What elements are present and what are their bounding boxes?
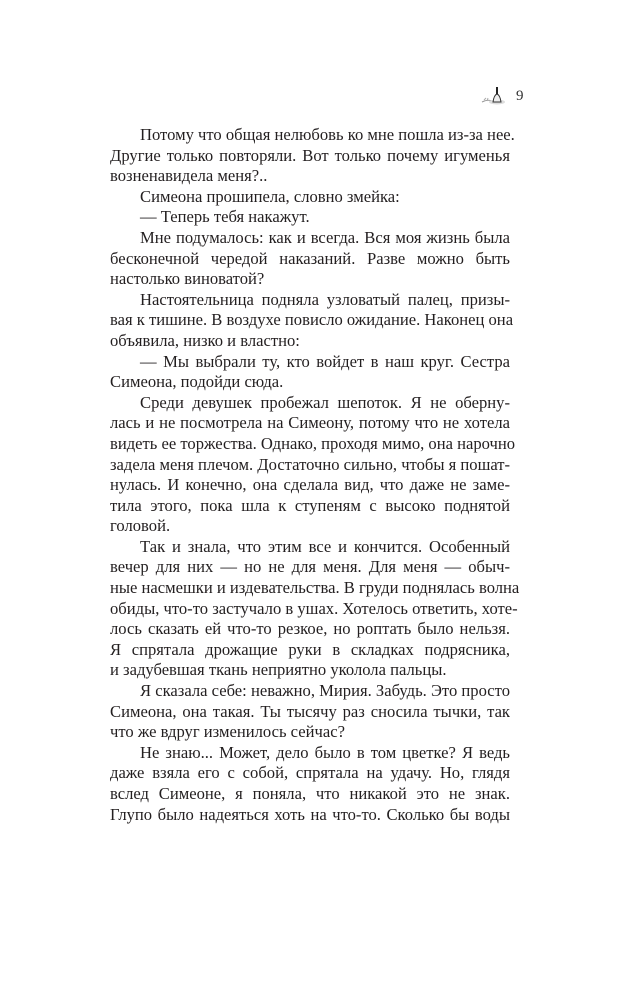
text-line: вая к тишине. В воздухе повисло ожидание. Наконец она <box>110 310 514 330</box>
page-number: 9 <box>516 87 524 104</box>
text-line: и задубевшая ткань неприятно уколола пальцы. <box>110 660 447 680</box>
text-line: даже взяла его с собой, спрятала на удачу. Но, глядя <box>110 763 510 783</box>
paragraph <box>110 228 510 290</box>
text-line: видеть ее торжества. Однако, проходя мимо, она нарочно <box>110 433 516 453</box>
paragraph <box>110 352 510 393</box>
text-line: нулась. И конечно, она сделала вид, что даже не заме- <box>110 475 510 495</box>
text-line: вслед Симеоне, я поняла, что никакой это не знак. <box>110 784 510 803</box>
paragraph <box>110 536 520 681</box>
text-line: Симеона прошипела, словно змейка: <box>140 186 400 206</box>
text-line: Потому что общая нелюбовь ко мне пошла из-за нее. <box>140 125 515 144</box>
text-line: Симеона, подойди сюда. <box>110 372 284 392</box>
paragraph <box>110 125 515 187</box>
paragraph <box>110 743 510 825</box>
text-line: настолько виноватой? <box>110 269 265 289</box>
paragraph <box>110 392 516 537</box>
body-text <box>110 125 520 825</box>
running-header <box>480 84 524 108</box>
paragraph <box>110 207 510 228</box>
text-line: вечер для них — но не для меня. Для меня — обыч- <box>110 557 510 577</box>
text-line: Мне подумалось: как и всегда. Вся моя жизнь была <box>140 227 510 247</box>
text-line: задела меня плечом. Достаточно сильно, чтобы я пошат- <box>110 454 511 474</box>
paragraph <box>110 187 510 208</box>
text-line: что же вдруг изменилось сейчас? <box>110 722 345 742</box>
text-line: возненавидела меня?.. <box>110 166 268 186</box>
text-line: Я спрятала дрожащие руки в складках подрясника, <box>110 639 510 659</box>
text-line: Настоятельница подняла узловатый палец, призы- <box>140 289 510 309</box>
text-line: Так и знала, что этим все и кончится. Особенный <box>140 536 510 556</box>
text-line: лось сказать ей что-то резкое, но роптать было нельзя. <box>110 619 510 639</box>
text-line: головой. <box>110 516 171 536</box>
text-line: лась и не посмотрела на Симеону, потому что не хотела <box>110 413 510 433</box>
text-line: тила этого, пока шла к ступеням с высоко поднятой <box>110 495 510 515</box>
text-line: — Теперь тебя накажут. <box>140 207 310 227</box>
candle-icon <box>480 85 508 107</box>
text-line: ные насмешки и издевательства. В груди поднялась волна <box>110 578 520 598</box>
text-line: обиды, что-то застучало в ушах. Хотелось ответить, хоте- <box>110 598 518 618</box>
text-line: Я сказала себе: неважно, Мирия. Забудь. Это просто <box>140 681 510 701</box>
paragraph <box>110 681 510 743</box>
text-line: Среди девушек пробежал шепоток. Я не оберну- <box>140 392 510 412</box>
text-line: бесконечной чередой наказаний. Разве можно быть <box>110 248 510 268</box>
paragraph <box>110 289 514 352</box>
text-line: Другие только повторяли. Вот только почему игуменья <box>110 145 510 165</box>
text-line: объявила, низко и властно: <box>110 330 300 350</box>
text-line: Симеона, она такая. Ты тысячу раз сносила тычки, так <box>110 701 510 721</box>
text-line: Глупо было надеяться хоть на что-то. Сколько бы воды <box>110 804 510 824</box>
text-line: Не знаю... Может, дело было в том цветке? Я ведь <box>140 742 510 762</box>
text-line: — Мы выбрали ту, кто войдет в наш круг. Сестра <box>140 351 510 371</box>
